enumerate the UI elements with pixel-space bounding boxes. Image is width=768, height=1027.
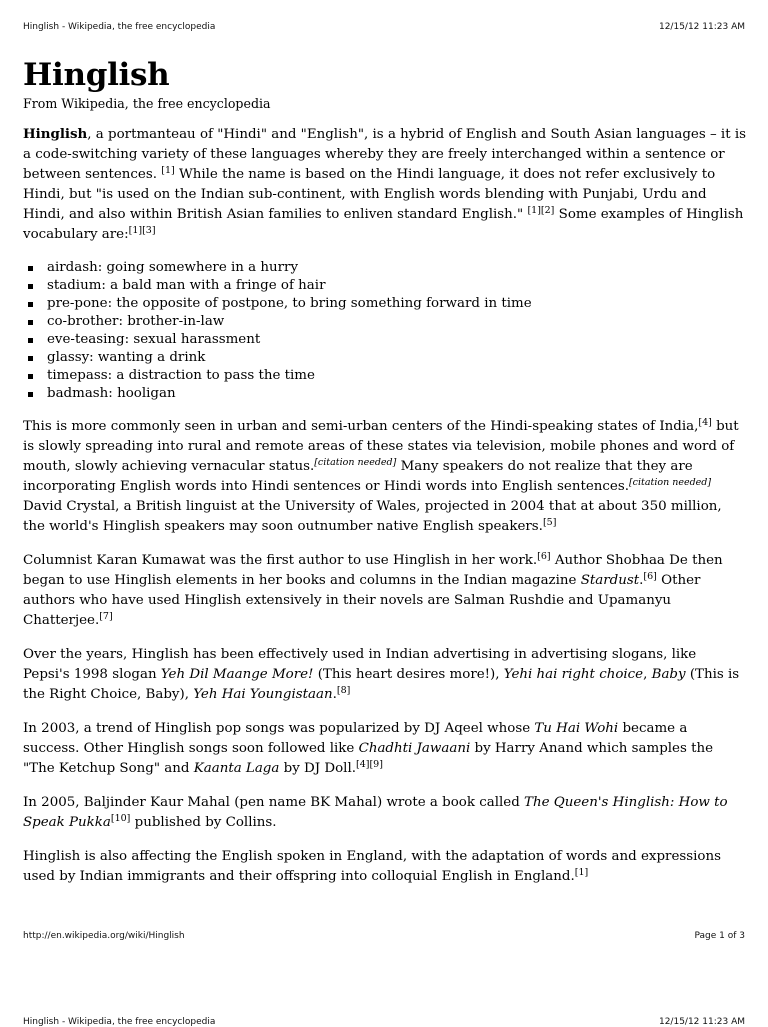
citation-ref[interactable]: [1][3] xyxy=(128,225,156,236)
citation-ref[interactable]: [4][9] xyxy=(356,759,383,770)
intro-paragraph: Hinglish, a portmanteau of "Hindi" and "English", is a hybrid of English and South Asian languages – it is a code-switching variety of these languages whereby they are freely interchanged within a sentence or between sentences. [1] While the name is based on the Hindi language, it does not refer exclusively to Hindi, but "is used on the Indian sub-continent, with English words blending with Punjabi, Urdu and Hindi, and also within British Asian families to enliven standard English." [1][2] Some examples of Hinglish vocabulary are:[1][3] xyxy=(23,126,746,242)
print-footer xyxy=(23,931,745,941)
advertising-paragraph: Over the years, Hinglish has been effectively used in Indian advertising in advertising slogans, like Pepsi's 1998 slogan Yeh Dil Maange More! (This heart desires more!), Yehi hai right choice, Baby (This is the Right Choice, Baby), Yeh Hai Youngistaan.[8] xyxy=(23,647,740,702)
list-item: airdash: going somewhere in a hurry xyxy=(47,259,747,277)
list-item: glassy: wanting a drink xyxy=(47,349,747,367)
authors-paragraph: Columnist Karan Kumawat was the first author to use Hinglish in her work.[6] Author Shobhaa De then began to use Hinglish elements in her books and columns in the Indian magazine Stardust.[6] Other authors who have used Hinglish extensively in their novels are Salman Rushdie and Upamanyu Chatterjee.[7] xyxy=(23,551,723,628)
citation-ref[interactable]: [6] xyxy=(537,551,551,562)
citation-ref[interactable]: [5] xyxy=(542,517,557,528)
print-header-title: Hinglish - Wikipedia, the free encyclopedia xyxy=(23,1017,216,1027)
citation-ref[interactable]: [1][2] xyxy=(527,205,555,216)
list-item: badmash: hooligan xyxy=(47,385,747,403)
citation-ref[interactable]: [10] xyxy=(110,813,131,824)
england-paragraph: Hinglish is also affecting the English spoken in England, with the adaptation of words and expressions used by Indian immigrants and their offspring into colloquial English in England.[1] xyxy=(23,849,721,884)
intro-term: Hinglish xyxy=(23,126,88,142)
page-number: Page 1 of 3 xyxy=(694,931,745,941)
vocabulary-list xyxy=(23,259,747,403)
citation-ref[interactable]: [1] xyxy=(161,165,175,176)
citation-needed[interactable]: [citation needed] xyxy=(314,457,397,468)
next-page-header xyxy=(23,1017,745,1027)
citation-ref[interactable]: [1] xyxy=(574,867,589,878)
list-item: eve-teasing: sexual harassment xyxy=(47,331,747,349)
usage-paragraph: This is more commonly seen in urban and semi-urban centers of the Hindi-speaking states of India,[4] but is slowly spreading into rural and remote areas of these states via television, mobile phones and word of mouth, slowly achieving vernacular status.[citation needed] Many speakers do not realize that they are incorporating English words into Hindi sentences or Hindi words into English sentences.[citation needed] David Crystal, a British linguist at the University of Wales, projected in 2004 that at about 350 million, the world's Hinglish speakers may soon outnumber native English speakers.[5] xyxy=(23,417,739,534)
citation-ref[interactable]: [6] xyxy=(643,571,657,582)
citation-ref[interactable]: [8] xyxy=(336,685,351,696)
page-subtitle: From Wikipedia, the free encyclopedia xyxy=(23,96,271,111)
print-header-datetime: 12/15/12 11:23 AM xyxy=(658,22,745,32)
list-item: pre-pone: the opposite of postpone, to bring something forward in time xyxy=(47,295,747,313)
print-header xyxy=(23,22,745,32)
print-header-datetime: 12/15/12 11:23 AM xyxy=(658,1017,745,1027)
print-header-title: Hinglish - Wikipedia, the free encyclopedia xyxy=(23,22,216,32)
print-footer-url[interactable]: http://en.wikipedia.org/wiki/Hinglish xyxy=(23,931,185,941)
page-title: Hinglish xyxy=(23,57,170,93)
citation-ref[interactable]: [7] xyxy=(99,611,113,622)
citation-ref[interactable]: [4] xyxy=(698,417,712,428)
citation-needed[interactable]: [citation needed] xyxy=(628,477,712,488)
article-content xyxy=(23,50,747,901)
list-item: timepass: a distraction to pass the time xyxy=(47,367,747,385)
list-item: co-brother: brother-in-law xyxy=(47,313,747,331)
songs-paragraph: In 2003, a trend of Hinglish pop songs was popularized by DJ Aqeel whose Tu Hai Wohi became a success. Other Hinglish songs soon followed like Chadhti Jawaani by Harry Anand which samples the "The Ketchup Song" and Kaanta Laga by DJ Doll.[4][9] xyxy=(23,721,714,776)
book-paragraph: In 2005, Baljinder Kaur Mahal (pen name BK Mahal) wrote a book called The Queen's Hinglish: How to Speak Pukka[10] published by Collins. xyxy=(23,795,728,830)
list-item: stadium: a bald man with a fringe of hair xyxy=(47,277,747,295)
